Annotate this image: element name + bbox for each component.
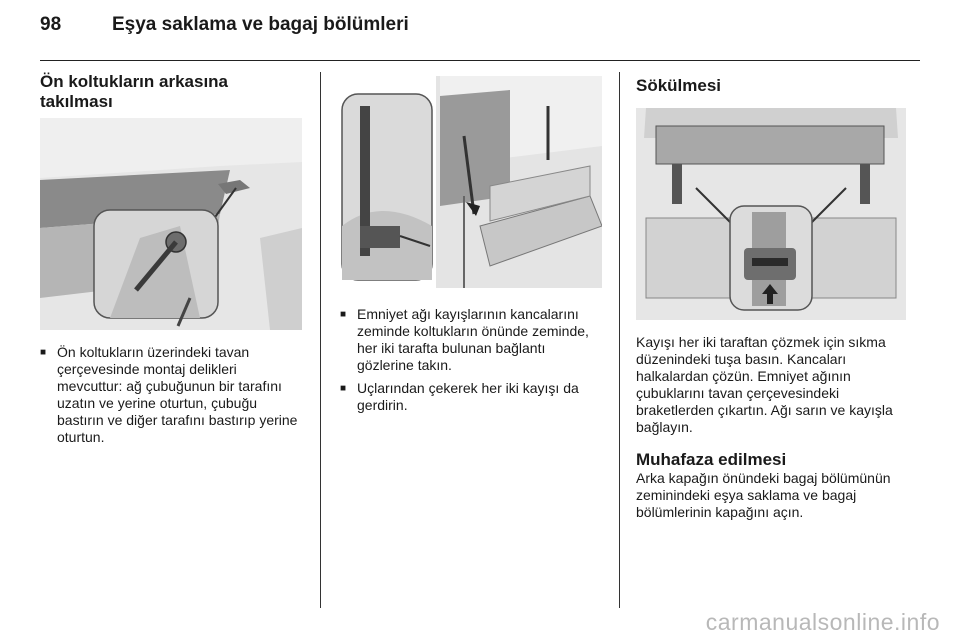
page-header: [40, 14, 920, 54]
column-divider-2: [619, 72, 620, 608]
column-left: [40, 72, 302, 452]
removal-instructions: Kayışı her iki taraftan çözmek için sıkma düzenindeki tuşa basın. Kancaları halkalardan çözün. Emniyet ağının çubuklarını tavan çerçevesindeki braketlerden çıkartın. Ağı sarın ve kayışla bağlayın.: [636, 334, 893, 435]
illustration-roof-frame: [40, 118, 302, 330]
bullet-item: ■ Uçlarından çekerek her iki kayışı da gerdirin.: [340, 380, 602, 414]
chapter-title: Eşya saklama ve bagaj bölümleri: [112, 14, 409, 35]
watermark: carmanualsonline.info: [705, 609, 940, 635]
column-divider-1: [320, 72, 321, 608]
header-divider: [40, 60, 920, 61]
section-heading-removal: Sökülmesi: [636, 76, 722, 95]
heading-line-2: takılması: [40, 92, 113, 111]
heading-line-1: Ön koltukların arkasına: [40, 72, 229, 91]
page-number: 98: [40, 14, 62, 35]
illustration-floor-straps: [340, 76, 602, 288]
column-middle: [340, 72, 602, 420]
storage-instructions: Arka kapağın önündeki bagaj bölümünün zeminindeki eşya saklama ve bagaj bölümlerinin kapağını açın.: [636, 470, 891, 520]
installation-steps: [40, 344, 302, 446]
bullet-item: ■ Emniyet ağı kayışlarının kancalarını zeminde koltukların önünde zeminde, her iki tarafta bulunan bağlantı gözlerine takın.: [340, 306, 602, 374]
column-right: [636, 72, 906, 521]
bullet-item: ■ Ön koltukların üzerindeki tavan çerçevesinde montaj delikleri mevcuttur: ağ çubuğunun bir tarafını uzatın ve yerine oturtun, çubuğu bastırın ve diğer tarafını bastırıp yerine oturtun.: [40, 344, 302, 446]
section-heading-installation: [40, 72, 302, 112]
section-heading-storage: Muhafaza edilmesi: [636, 450, 787, 469]
strap-steps: [340, 306, 602, 414]
illustration-removal: [636, 108, 906, 320]
